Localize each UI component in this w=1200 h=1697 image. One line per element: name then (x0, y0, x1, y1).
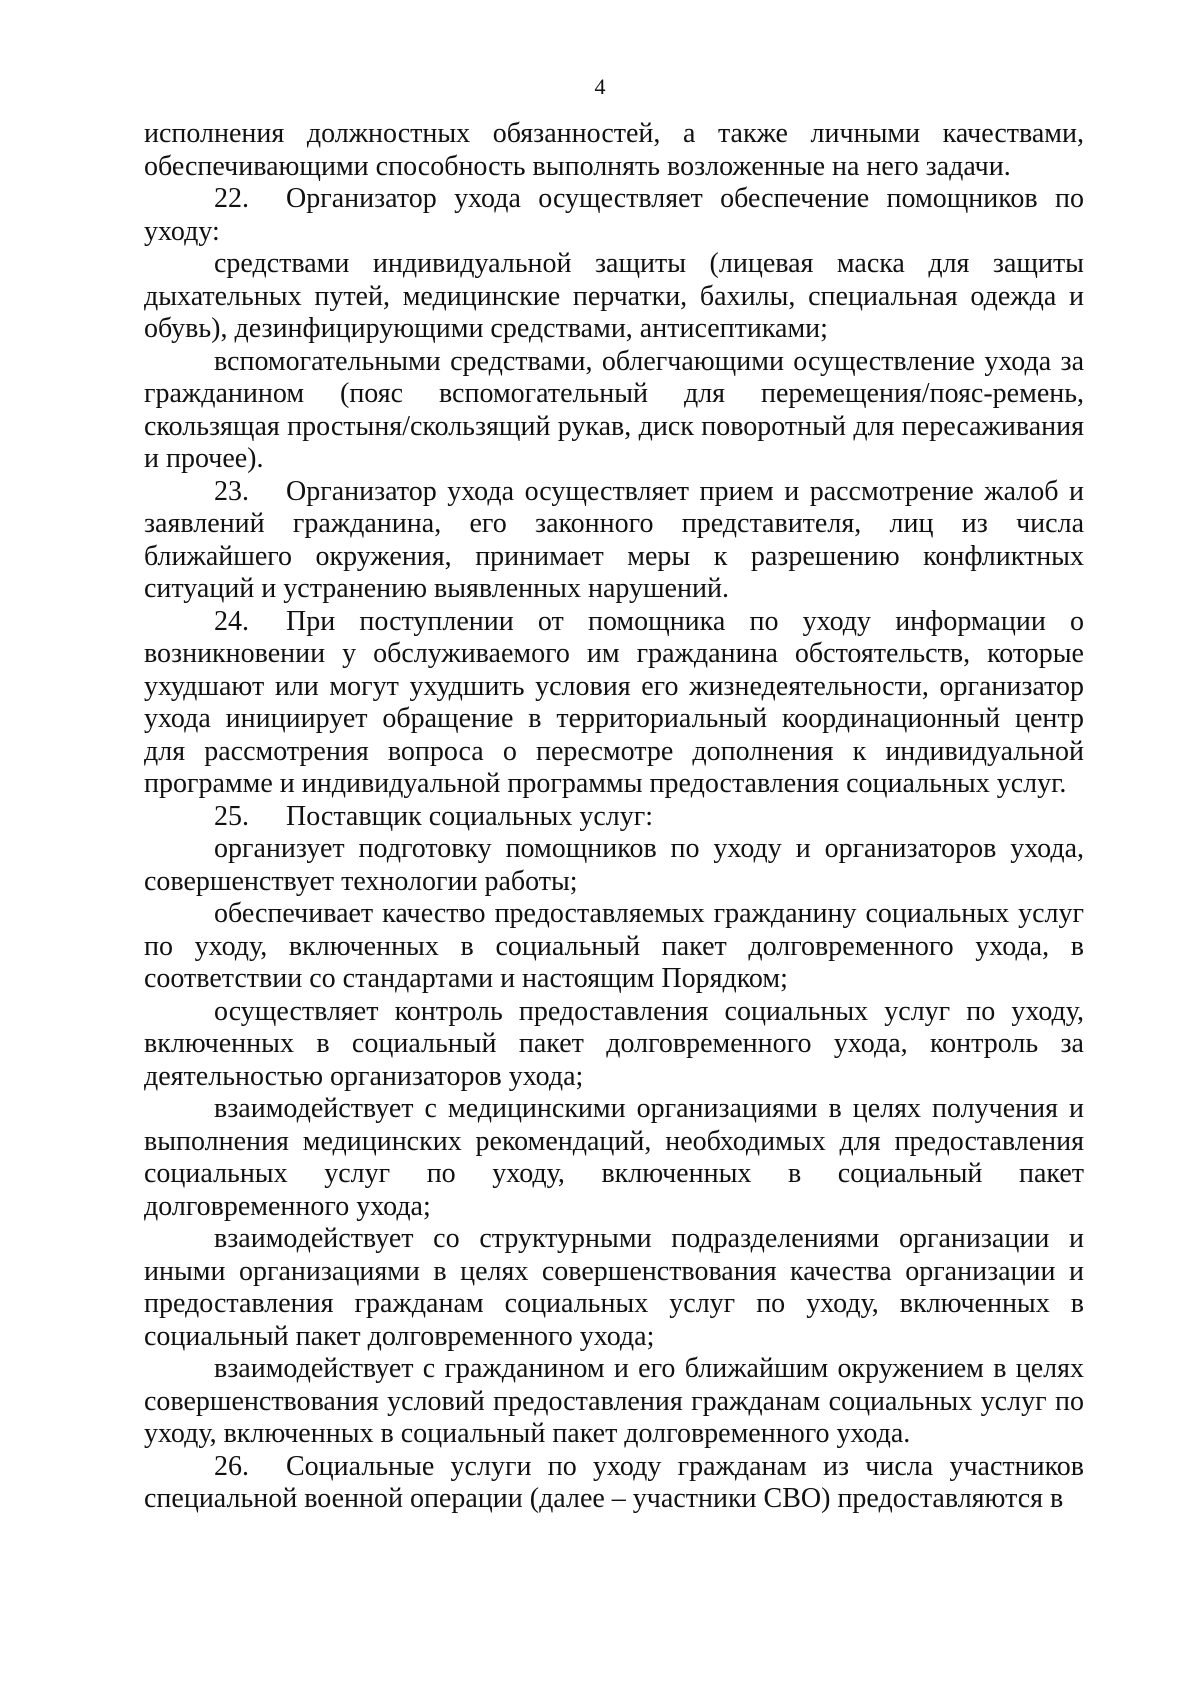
paragraph: взаимодействует с медицинскими организациями в целях получения и выполнения медицинских рекомендаций, необходимых для предоставления социальных услуг по уходу, включенных в социальный пакет долговременного ухода; (144, 1093, 1084, 1222)
numbered-paragraph: 26. Социальные услуги по уходу гражданам из числа участников специальной военной операции (далее – участники СВО) предоставляются в (144, 1450, 1084, 1514)
paragraph: обеспечивает качество предоставляемых гражданину социальных услуг по уходу, включенных в социальный пакет долговременного ухода, в соответствии со стандартами и настоящим Порядком; (144, 898, 1084, 994)
paragraph-number: 24. (214, 605, 249, 637)
numbered-paragraph: 24. При поступлении от помощника по уходу информации о возникновении у обслуживаемого им гражданина обстоятельств, которые ухудшают или могут ухудшить условия его жизнедеятельности, организатор ухода инициирует обращение в территориальный координационный центр для рассмотрения вопроса о пересмотре дополнения к индивидуальной программе и индивидуальной программы предоставления социальных услуг. (144, 605, 1084, 799)
numbered-paragraph: 22. Организатор ухода осуществляет обеспечение помощников по уходу: (144, 183, 1084, 247)
numbered-paragraph: 25. Поставщик социальных услуг: (214, 800, 653, 832)
page-number: 4 (594, 74, 606, 99)
paragraph: взаимодействует с гражданином и его ближайшим окружением в целях совершенствования условий предоставления гражданам социальных услуг по уходу, включенных в социальный пакет долговременного ухода. (144, 1353, 1084, 1449)
numbered-paragraph: 23. Организатор ухода осуществляет прием и рассмотрение жалоб и заявлений гражданина, его законного представителя, лиц из числа ближайшего окружения, принимает меры к разрешению конфликтных ситуаций и устранению выявленных нарушений. (144, 475, 1084, 604)
document-body (144, 118, 1084, 1516)
paragraph-number: 26. (214, 1450, 249, 1482)
paragraph-number: 23. (214, 475, 249, 507)
paragraph: исполнения должностных обязанностей, а также личными качествами, обеспечивающими способность выполнять возложенные на него задачи. (144, 118, 1084, 182)
paragraph: средствами индивидуальной защиты (лицевая маска для защиты дыхательных путей, медицинские перчатки, бахилы, специальная одежда и обувь), дезинфицирующими средствами, антисептиками; (144, 248, 1084, 344)
paragraph-number: 22. (214, 183, 249, 214)
paragraph: осуществляет контроль предоставления социальных услуг по уходу, включенных в социальный пакет долговременного ухода, контроль за деятельностью организаторов ухода; (144, 995, 1084, 1092)
paragraph: вспомогательными средствами, облегчающими осуществление ухода за гражданином (пояс вспомогательный для перемещения/пояс-ремень, скользящая простыня/скользящий рукав, диск поворотный для пересаживания и прочее). (144, 345, 1084, 474)
paragraph: взаимодействует со структурными подразделениями организации и иными организациями в целях совершенствования качества организации и предоставления гражданам социальных услуг по уходу, включенных в социальный пакет долговременного ухода; (144, 1223, 1084, 1352)
paragraph: организует подготовку помощников по уходу и организаторов ухода, совершенствует технологии работы; (144, 833, 1084, 897)
paragraph-number: 25. (214, 800, 249, 832)
